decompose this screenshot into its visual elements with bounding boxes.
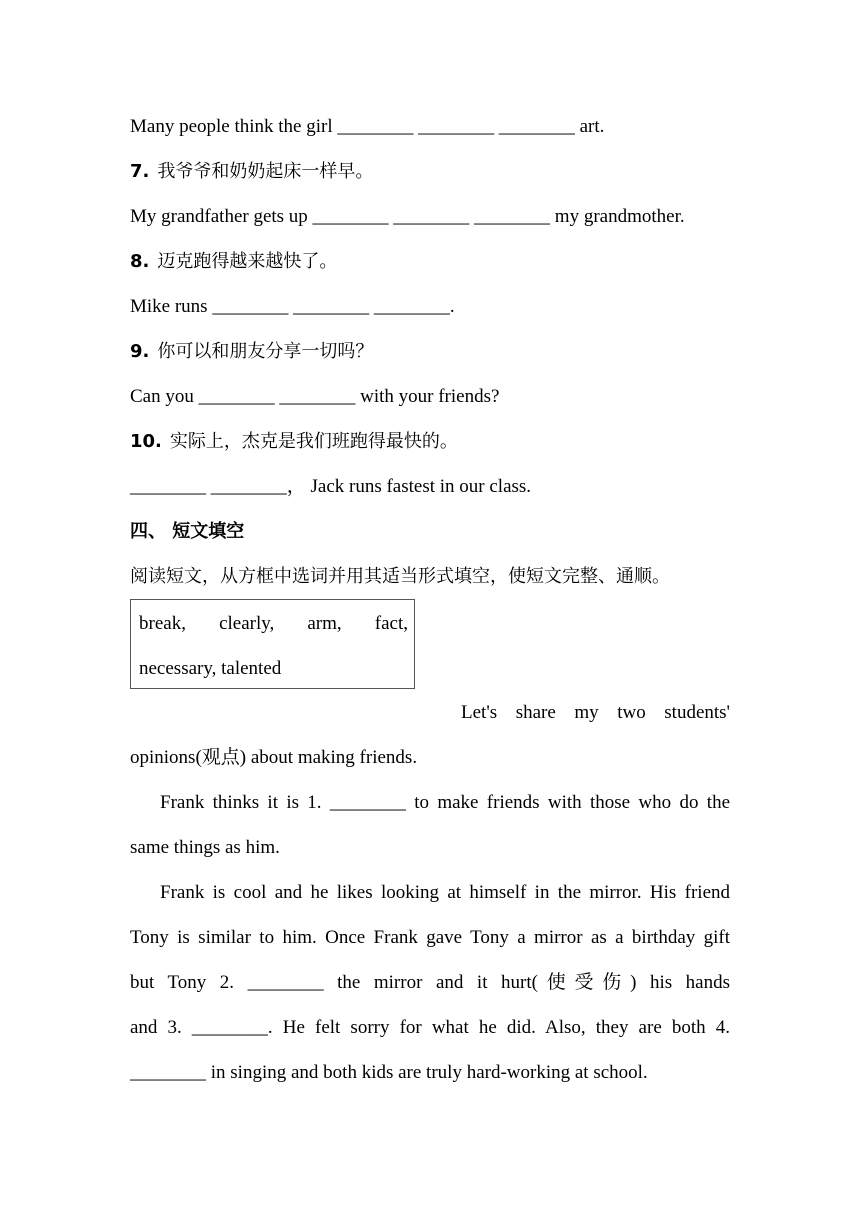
passage-line: but Tony 2. ________ the mirror and it hurt(使受伤) his hands [130,972,730,993]
passage-line: Frank thinks it is 1. ________ to make friends with those who do the [160,792,730,813]
q8-chinese-prompt [130,248,730,276]
q9-english-sentence: Can you ________ ________ with your friends? [130,386,500,407]
q10-english-sentence: ________ ________， Jack runs fastest in our class. [130,476,532,497]
word-bank-word: fact, [374,613,409,634]
word-bank-box [130,599,415,689]
q7-chinese-text: 我爷爷和奶奶起床一样早。 [157,161,374,182]
section4-title: 四、 短文填空 [130,521,245,542]
word-bank-word: break, [139,613,186,634]
passage-line: and 3. ________. He felt sorry for what he did. Also, they are both 4. [130,1017,730,1038]
passage-line: same things as him. [130,837,280,858]
word-bank-line-1 [139,610,408,638]
passage-line: Frank is cool and he likes looking at himself in the mirror. His friend [160,882,730,903]
q6-english-sentence: Many people think the girl ________ ________ ________ art. [130,116,605,137]
word-bank-line-2: necessary, talented [139,658,282,679]
q7-number: 7. [130,161,150,182]
q10-chinese-prompt [130,428,730,456]
q7-chinese-prompt [130,158,730,186]
q10-number: 10. [130,431,162,452]
section4-instruction: 阅读短文，从方框中选词并用其适当形式填空，使短文完整、通顺。 [130,566,670,587]
passage-line: Let's share my two students' [461,702,730,723]
passage-line: opinions(观点) about making friends. [130,747,418,768]
word-bank-word: arm, [307,613,342,634]
passage-line: ________ in singing and both kids are truly hard-working at school. [130,1062,648,1083]
q8-number: 8. [130,251,150,272]
q9-chinese-prompt [130,338,730,366]
q8-chinese-text: 迈克跑得越来越快了。 [157,251,338,272]
passage-line: Tony is similar to him. Once Frank gave Tony a mirror as a birthday gift [130,927,730,948]
q8-english-sentence: Mike runs ________ ________ ________. [130,296,455,317]
q9-number: 9. [130,341,150,362]
q10-chinese-text: 实际上，杰克是我们班跑得最快的。 [169,431,458,452]
q7-english-sentence: My grandfather gets up ________ ________ ________ my grandmother. [130,206,685,227]
word-bank-word: clearly, [219,613,275,634]
q9-chinese-text: 你可以和朋友分享一切吗？ [157,341,374,362]
